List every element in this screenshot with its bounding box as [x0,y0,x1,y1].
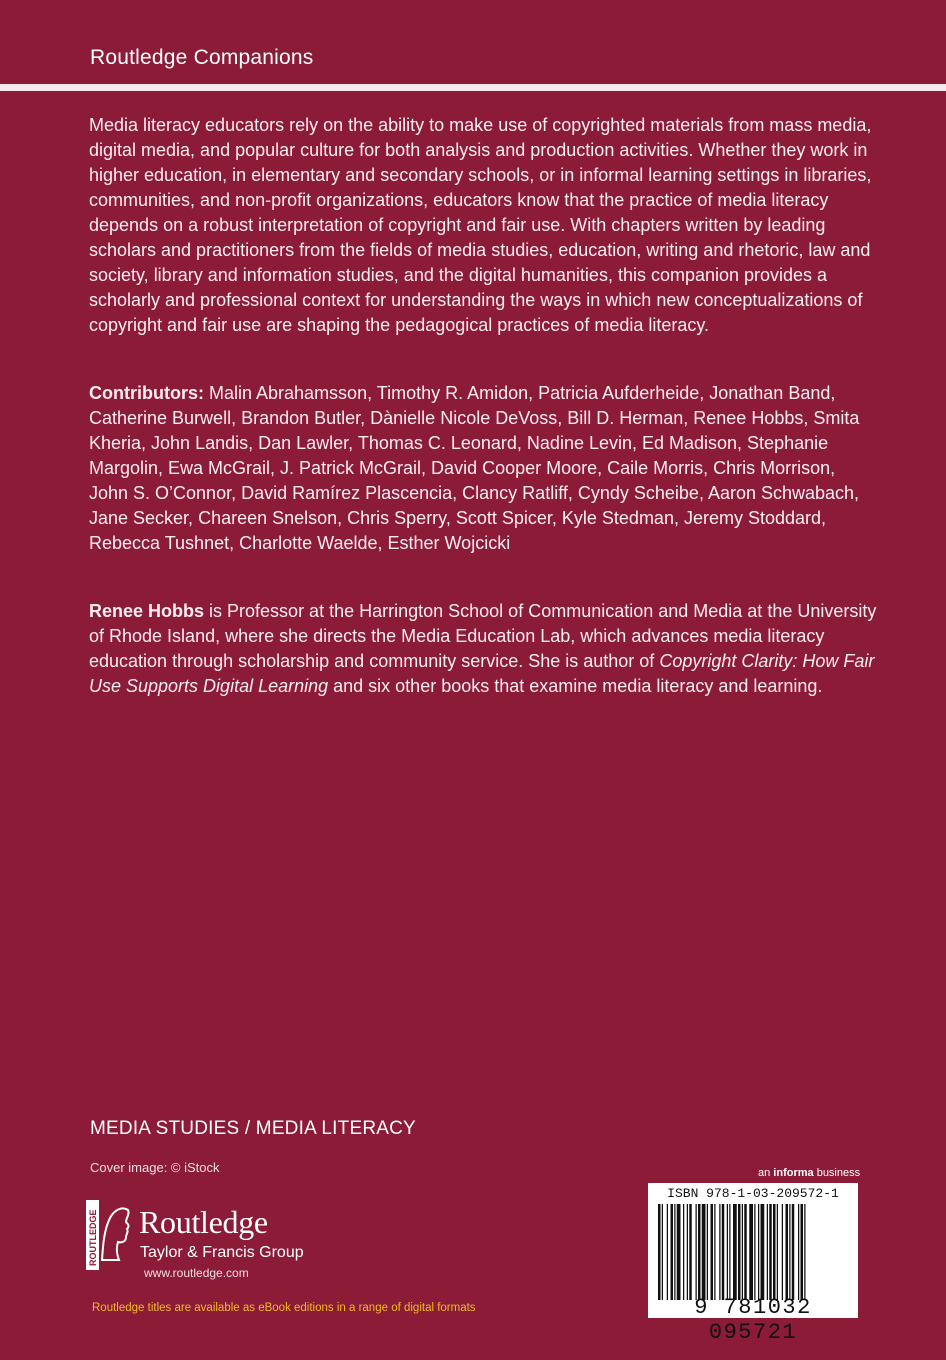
author-name: Renee Hobbs [89,601,205,621]
ebook-note: Routledge titles are available as eBook editions in a range of digital formats [92,1302,476,1314]
svg-text:ROUTLEDGE: ROUTLEDGE [88,1209,98,1266]
informa-tagline [758,1167,860,1179]
publisher-group: Taylor & Francis Group [140,1244,304,1261]
informa-suffix: business [813,1167,861,1179]
author-bio [89,599,879,699]
routledge-head-logo-icon [86,1200,132,1270]
contributors-label: Contributors: [89,383,204,403]
book-title: Copyright Clarity: How Fair Use Supports Digital Learning [89,651,875,696]
subject-category: MEDIA STUDIES / MEDIA LITERACY [90,1118,416,1139]
informa-prefix: an [758,1167,774,1179]
isbn-digits: 9 781032 095721 [694,1295,812,1345]
bio-text-2: and six other books that examine media literacy and learning. [328,676,823,696]
header-rule [0,84,946,91]
publisher-name: Routledge [139,1204,268,1240]
routledge-logo [86,1198,346,1278]
series-title: Routledge Companions [90,46,314,69]
contributors-paragraph [89,381,879,556]
barcode-bars [658,1204,850,1300]
book-description: Media literacy educators rely on the ability to make use of copyrighted materials from mass media, digital media, and popular culture for both analysis and production activities. Whether they work in higher education, in elementary and secondary schools, or in informal learning settings in libraries, communities, and non-profit organizations, educators know that the practice of media literacy depends on a robust interpretation of copyright and fair use. With chapters written by leading scholars and practitioners from the fields of media studies, education, writing and rhetoric, law and society, library and information studies, and the digital humanities, this companion provides a scholarly and professional context for understanding the ways in which new conceptualizations of copyright and fair use are shaping the pedagogical practices of media literacy. [89,115,872,335]
publisher-url[interactable]: www.routledge.com [144,1266,249,1280]
bio-text-1: is Professor at the Harrington School of Communication and Media at the University of Rhode Island, where she directs the Media Education Lab, which advances media literacy education through scholarship and community service. She is author of [89,601,877,671]
isbn-barcode [648,1183,858,1345]
contributors-names: Malin Abrahamsson, Timothy R. Amidon, Patricia Aufderheide, Jonathan Band, Catherine Burwell, Brandon Butler, Dànielle Nicole DeVoss, Bill D. Herman, Renee Hobbs, Smita Kheria, John Landis, Dan Lawler, Thomas C. Leonard, Nadine Levin, Ed Madison, Stephanie Margolin, Ewa McGrail, J. Patrick McGrail, David Cooper Moore, Caile Morris, Chris Morrison, John S. O’Connor, David Ramírez Plascencia, Clancy Ratliff, Cyndy Scheibe, Aaron Schwabach, Jane Secker, Chareen Snelson, Chris Sperry, Scott Spicer, Kyle Stedman, Jeremy Stoddard, Rebecca Tushnet, Charlotte Waelde, Esther Wojcicki [89,383,860,553]
cover-credit: Cover image: © iStock [90,1160,220,1175]
informa-brand: informa [773,1167,814,1179]
isbn-label: ISBN 978-1-03-209572-1 [667,1186,839,1201]
